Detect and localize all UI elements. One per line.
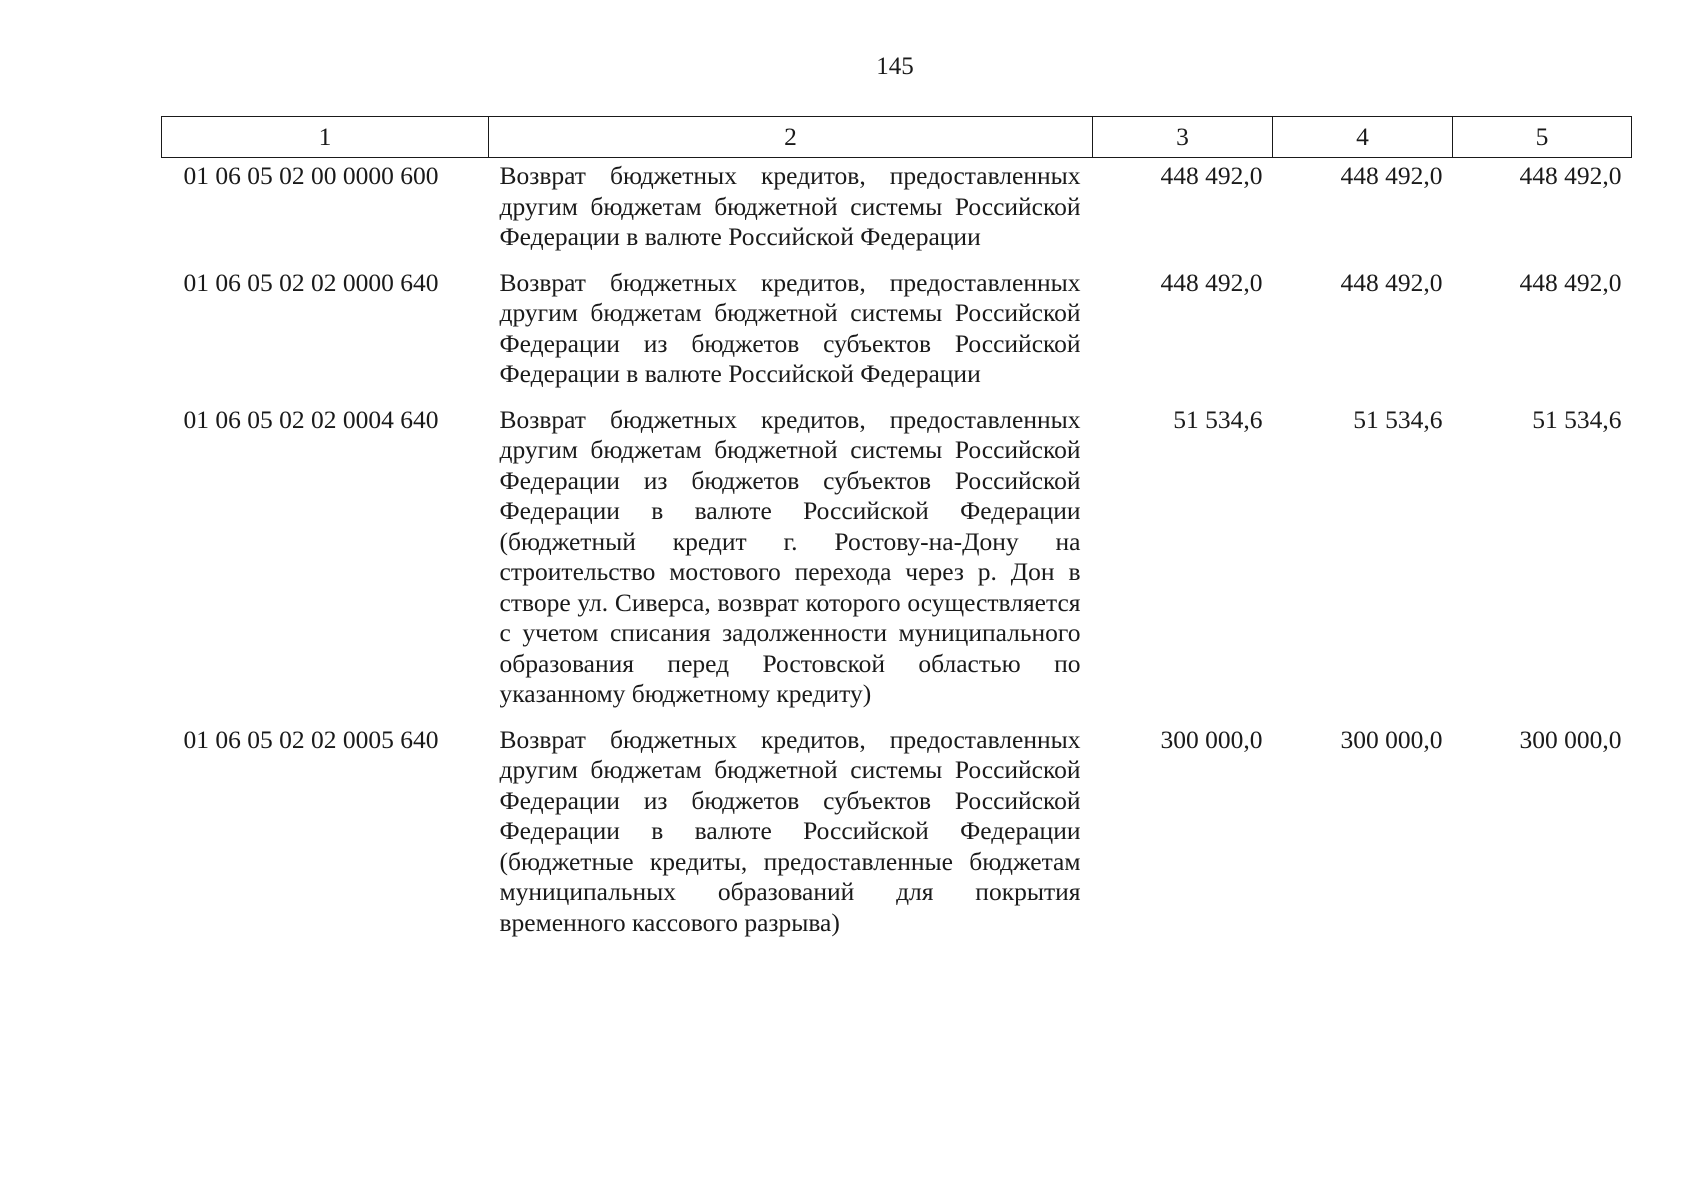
column-header-2: 2 (489, 117, 1093, 158)
amount-col-5: 300 000,0 (1519, 724, 1622, 754)
column-header-4: 4 (1273, 117, 1453, 158)
amount-col-3: 300 000,0 (1160, 724, 1263, 754)
classification-code: 01 06 05 02 02 0000 640 (183, 267, 439, 297)
amount-col-4: 300 000,0 (1340, 724, 1443, 754)
amount-col-5: 448 492,0 (1519, 267, 1622, 297)
budget-table (161, 116, 1632, 950)
item-description: Возврат бюджетных кредитов, предоставленных другим бюджетам бюджетной системы Российской Федерации из бюджетов субъектов Российской Федерации в валюте Российской Федерации (бюджетные кредиты, предоставленные бюджетам муниципальных образований для покрытия временного кассового разрыва) (499, 724, 1081, 937)
item-description: Возврат бюджетных кредитов, предоставленных другим бюджетам бюджетной системы Российской Федерации из бюджетов субъектов Российской Федерации в валюте Российской Федерации (499, 267, 1081, 388)
classification-code: 01 06 05 02 02 0005 640 (183, 724, 439, 754)
column-header-1: 1 (162, 117, 489, 158)
table-row (162, 402, 1632, 722)
amount-col-3: 448 492,0 (1160, 161, 1263, 190)
item-description: Возврат бюджетных кредитов, предоставленных другим бюджетам бюджетной системы Российской Федерации из бюджетов субъектов Российской Федерации в валюте Российской Федерации (бюджетный кредит г. Ростову-на-Дону на строительство мостового перехода через р. Дон в створе ул. Сиверса, возврат которого осуществляется с учетом списания задолженности муниципального образования перед Ростовской областью по указанному бюджетному кредиту) (499, 404, 1081, 708)
column-header-3: 3 (1093, 117, 1273, 158)
amount-col-4: 448 492,0 (1340, 161, 1443, 190)
page-number: 145 (876, 53, 914, 80)
amount-col-4: 448 492,0 (1340, 267, 1443, 297)
item-description: Возврат бюджетных кредитов, предоставленных другим бюджетам бюджетной системы Российской Федерации в валюте Российской Федерации (499, 161, 1081, 251)
column-header-5: 5 (1453, 117, 1632, 158)
table-row (162, 158, 1632, 265)
header-row (162, 117, 1632, 158)
table-row (162, 265, 1632, 402)
classification-code: 01 06 05 02 02 0004 640 (183, 404, 439, 434)
amount-col-3: 51 534,6 (1173, 404, 1263, 434)
classification-code: 01 06 05 02 00 0000 600 (183, 161, 439, 190)
amount-col-3: 448 492,0 (1160, 267, 1263, 297)
amount-col-5: 51 534,6 (1532, 404, 1622, 434)
table-row (162, 722, 1632, 951)
amount-col-5: 448 492,0 (1519, 161, 1622, 190)
amount-col-4: 51 534,6 (1353, 404, 1443, 434)
